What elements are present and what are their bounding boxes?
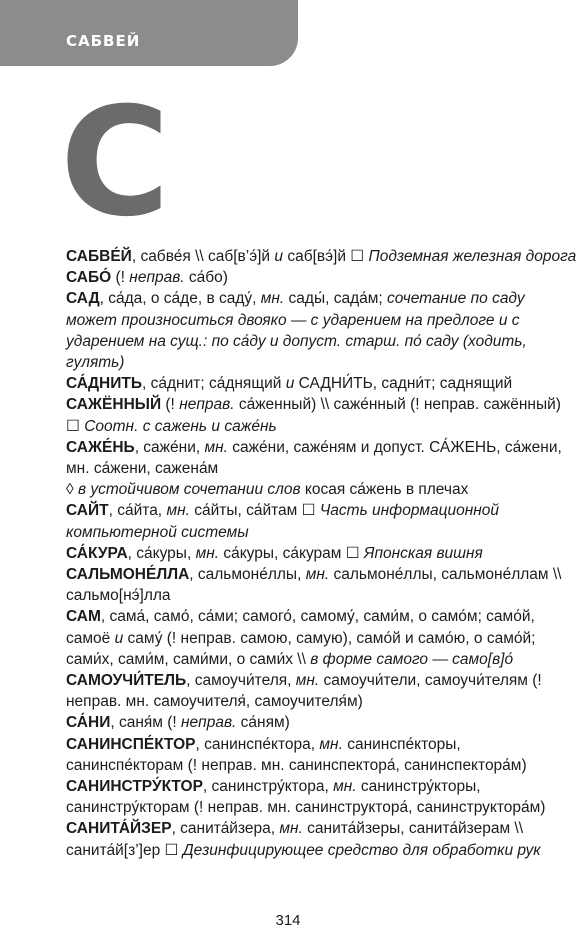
entry-note: мн. bbox=[204, 438, 228, 456]
entry-note: мн. bbox=[195, 544, 220, 562]
entry-text: , саже́ни, bbox=[134, 438, 205, 456]
entry-text: са́ням) bbox=[236, 714, 290, 732]
entry-headword: САД bbox=[66, 290, 100, 308]
entry-note: и bbox=[114, 629, 124, 647]
dictionary-entry bbox=[66, 670, 576, 712]
dictionary-entry bbox=[66, 288, 576, 373]
entry-text: , са́йта, bbox=[108, 502, 167, 520]
dictionary-entry bbox=[66, 479, 576, 500]
entry-headword: САНИТА́ЙЗЕР bbox=[66, 820, 172, 838]
entry-text: , сабве́я \\ саб[в’э́]й bbox=[131, 248, 275, 265]
entry-note: неправ. bbox=[129, 269, 185, 287]
entry-note: в устойчивом сочетании слов bbox=[77, 481, 301, 499]
entry-headword: САБО́ bbox=[66, 269, 112, 287]
entry-headword: СА́НИ bbox=[66, 714, 111, 732]
entry-note: неправ. bbox=[179, 396, 235, 414]
dictionary-entry bbox=[66, 776, 576, 818]
dictionary-entries bbox=[66, 246, 576, 861]
entry-text: , санинспе́ктора, bbox=[195, 735, 320, 753]
entry-note: мн. bbox=[279, 820, 303, 838]
dictionary-entry bbox=[66, 500, 576, 542]
dictionary-entry bbox=[66, 394, 576, 436]
entry-text: са́бо) bbox=[184, 269, 228, 287]
entry-note: в форме самого — само[в]о́ bbox=[310, 650, 514, 668]
entry-text: саб[вэ́]й ☐ bbox=[283, 248, 369, 265]
entry-text: сады́, сада́м; bbox=[284, 290, 388, 308]
entry-text: са́куры, са́курам ☐ bbox=[219, 544, 364, 562]
entry-text: , са́да, о са́де, в саду́, bbox=[99, 290, 261, 308]
entry-note: Дезинфицирующее средство для обработки рук bbox=[182, 841, 541, 859]
entry-text: , сама́, само́, са́ми; самого́, самому́, сами́м, о само́м; само́й, самоё bbox=[66, 608, 535, 647]
dictionary-entry bbox=[66, 373, 576, 394]
entry-headword: САЛЬМОНЕ́ЛЛА bbox=[66, 566, 190, 584]
entry-text: са́йты, са́йтам ☐ bbox=[189, 502, 320, 520]
entry-text: самоучи́тели, самоучи́телям (! неправ. мн. самоучителя́, самоучителя́м) bbox=[66, 672, 542, 711]
entry-note: Подземная железная дорога bbox=[368, 248, 576, 265]
entry-text: санита́йзеры, санита́йзерам \\ санита́й[з’]ер ☐ bbox=[66, 820, 524, 859]
entry-note: Часть информационной компьютерной системы bbox=[66, 502, 500, 541]
entry-headword: САБВЕ́Й bbox=[66, 248, 132, 265]
entry-headword: САМ bbox=[66, 608, 101, 626]
entry-headword: САМОУЧИ́ТЕЛЬ bbox=[66, 672, 187, 690]
entry-text: , са́днит; са́днящий bbox=[142, 375, 286, 393]
entry-note: мн. bbox=[305, 566, 330, 584]
entry-text: , санита́йзера, bbox=[171, 820, 280, 838]
entry-note: мн. bbox=[295, 672, 320, 690]
dictionary-entry bbox=[66, 564, 576, 606]
entry-note: сочетание по саду может произноситься двояко — с ударением на предлоге и с ударением на сущ.: по са́ду и допуст. старш. по́ саду (ходить, гулять) bbox=[66, 290, 527, 372]
entry-text: САДНИ́ТЬ, садни́т; саднящий bbox=[294, 375, 513, 393]
dictionary-entry bbox=[66, 246, 576, 267]
entry-text: (! bbox=[161, 396, 180, 414]
entry-note: и bbox=[274, 248, 284, 265]
entry-note: Японская вишня bbox=[363, 544, 483, 562]
entry-text: сальмоне́ллы, сальмоне́ллам \\ сальмо[нэ́]лла bbox=[66, 566, 562, 605]
entry-note: мн. bbox=[319, 735, 343, 753]
entry-headword: САЙТ bbox=[66, 502, 109, 520]
entry-text: ◊ bbox=[66, 481, 78, 499]
dictionary-entry bbox=[66, 818, 576, 860]
dictionary-entry bbox=[66, 543, 576, 564]
page-number: 314 bbox=[275, 912, 301, 929]
entry-text: саже́ни, саже́ням и допуст. СА́ЖЕНЬ, са́жени, мн. са́жени, сажена́м bbox=[66, 438, 562, 478]
entry-headword: СА́КУРА bbox=[66, 544, 128, 562]
entry-note: Соотн. с сажень и саже́нь bbox=[84, 417, 277, 435]
entry-note: мн. bbox=[260, 290, 285, 308]
entry-text: санинспе́кторы, санинспе́кторам (! неправ. мн. санинспектора́, санинспектора́м) bbox=[66, 735, 527, 774]
entry-headword: СА́ДНИТЬ bbox=[66, 375, 142, 393]
entry-note: мн. bbox=[333, 778, 357, 796]
entry-text: , са́куры, bbox=[127, 544, 196, 562]
entry-text: са́женный) \\ саже́нный (! неправ. сажённый) ☐ bbox=[66, 396, 561, 435]
section-title: САБВЕЙ bbox=[66, 32, 141, 50]
entry-text: , сальмоне́ллы, bbox=[189, 566, 306, 584]
entry-text: саму́ (! неправ. самою, самую), само́й и само́ю, о само́й; сами́х, сами́м, сами́ми, о сами́х \\ bbox=[66, 629, 536, 668]
dictionary-entry bbox=[66, 437, 576, 479]
entry-note: неправ. bbox=[181, 714, 237, 732]
dictionary-entry bbox=[66, 712, 576, 733]
section-header-tab bbox=[0, 0, 298, 66]
entry-headword: САЖЁННЫЙ bbox=[66, 396, 162, 414]
entry-note: мн. bbox=[166, 502, 190, 520]
chapter-letter: С bbox=[60, 76, 171, 250]
entry-note: и bbox=[285, 375, 295, 393]
entry-text: , санинстру́ктора, bbox=[202, 778, 334, 796]
entry-headword: САНИНСТРУ́КТОР bbox=[66, 778, 203, 796]
dictionary-entry bbox=[66, 267, 576, 288]
dictionary-entry bbox=[66, 606, 576, 670]
entry-text: косая са́жень в плечах bbox=[300, 481, 469, 499]
entry-text: санинстру́кторы, санинстру́кторам (! неправ. мн. санинструктора́, санинструктора́м) bbox=[66, 778, 546, 817]
entry-headword: САЖЕ́НЬ bbox=[66, 438, 135, 456]
entry-text: , саня́м (! bbox=[110, 714, 182, 732]
entry-text: (! bbox=[111, 269, 130, 287]
entry-headword: САНИНСПЕ́КТОР bbox=[66, 735, 196, 753]
dictionary-entry bbox=[66, 734, 576, 776]
entry-text: , самоучи́теля, bbox=[186, 672, 296, 690]
